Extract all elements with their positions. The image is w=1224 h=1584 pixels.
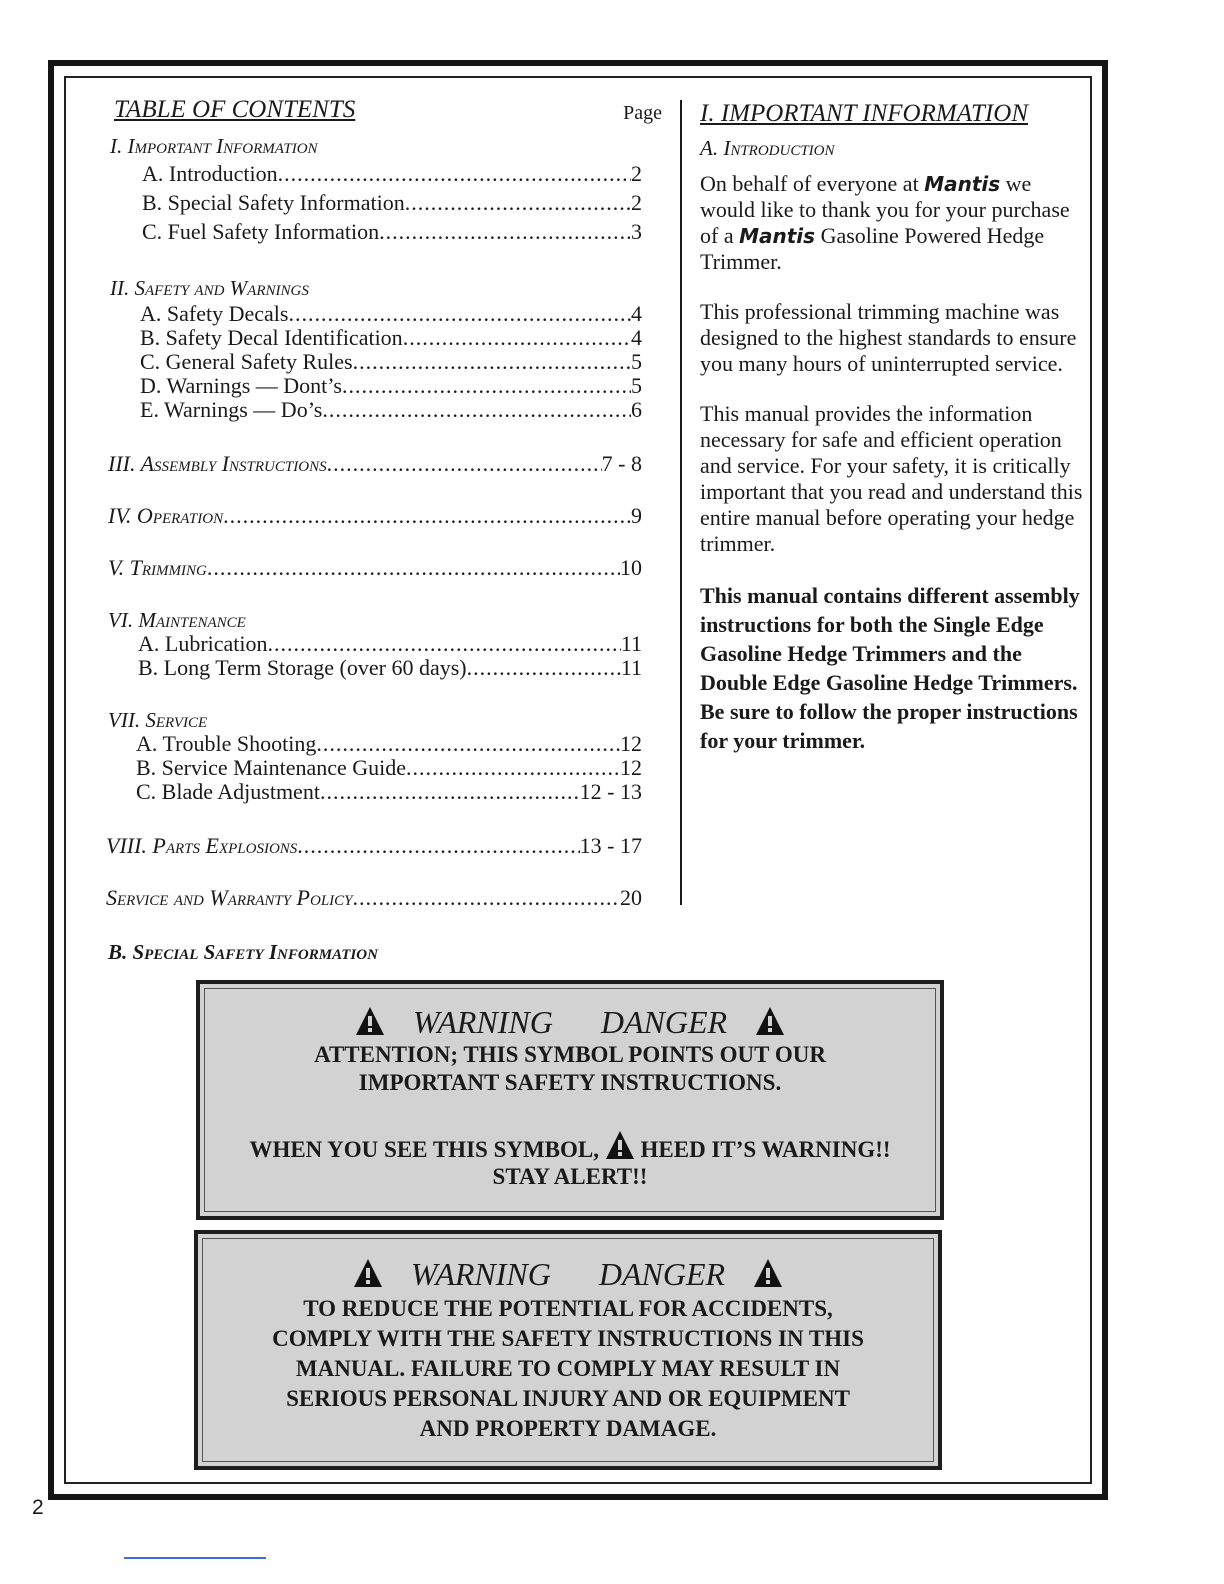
toc-entry[interactable]: B. Service Maintenance Guide ..... 12 [136,756,642,780]
warning-box-attention: WARNING DANGER ATTENTION; THIS SYMBOL POINTS OUT OUR IMPORTANT SAFETY INSTRUCTIONS. WHEN YOU SEE THIS SYMBOL, HEED IT’S WARNING!! STAY ALERT!! [196,980,944,1220]
toc-entry[interactable]: B. Safety Decal Identification ..... 4 [140,326,642,350]
intro-paragraph: This professional trimming machine was designed to the highest standards to ensure you many hours of uninterrupted service. [700,299,1077,376]
toc-entry[interactable]: C. Blade Adjustment ..... 12 - 13 [136,780,642,804]
toc-entry[interactable]: B. Special Safety Information ..... 2 [142,191,642,215]
toc-entry[interactable]: IV. Operation ..... 9 [108,504,642,528]
toc-entry[interactable]: C. Fuel Safety Information ..... 3 [142,220,642,244]
warning-header: WARNING DANGER [198,1256,938,1293]
toc-entry[interactable]: E. Warnings — Do’s ..... 6 [140,398,642,422]
toc-entry[interactable]: A. Safety Decals ..... 4 [140,302,642,326]
column-divider [680,100,682,905]
warning-triangle-icon [755,1006,785,1036]
toc-entry[interactable]: A. Trouble Shooting ..... 12 [136,732,642,756]
toc-section-heading: VI. Maintenance [108,608,246,632]
toc-entry[interactable]: C. General Safety Rules ..... 5 [140,350,642,374]
warning-box-accidents: WARNING DANGER TO REDUCE THE POTENTIAL FOR ACCIDENTS, COMPLY WITH THE SAFETY INSTRUCTIONS IN THIS MANUAL. FAILURE TO COMPLY MAY RESULT IN SERIOUS PERSONAL INJURY AND OR EQUIPMENT AND PROPERTY DAMAGE. [194,1230,942,1470]
important-information [700,100,1090,755]
toc-entry[interactable]: A. Introduction ..... 2 [142,162,642,186]
warning-triangle-icon [753,1258,783,1288]
brand-name: Mantis [739,224,816,248]
warning-triangle-icon [605,1130,635,1160]
intro-paragraph: On behalf of everyone at Mantis we would like to thank you for your purchase of a Mantis Gasoline Powered Hedge Trimmer. [700,171,1070,274]
page-number: 2 [32,1496,44,1519]
toc-entry[interactable]: V. Trimming ..... 10 [108,556,642,580]
warning-header: WARNING DANGER [200,1004,940,1041]
brand-name: Mantis [924,172,1001,196]
warning-triangle-icon [353,1258,383,1288]
special-safety-heading: B. Special Safety Information [108,940,378,964]
assembly-note: Be sure to follow the proper instructions for your trimmer. [700,699,1078,753]
toc-entry[interactable]: III. Assembly Instructions ..... 7 - 8 [108,452,642,476]
toc-title: TABLE OF CONTENTS [114,96,356,123]
footer-rule [124,1557,266,1559]
section-title: I. IMPORTANT INFORMATION [700,100,1028,127]
assembly-note: This manual contains different assembly instructions for both the Single Edge Gasoline Hedge Trimmers and the Double Edge Gasoline Hedge Trimmers. [700,583,1080,695]
toc-entry[interactable]: A. Lubrication ..... 11 [138,632,642,656]
toc-section-heading: II. Safety and Warnings [110,276,309,300]
toc-section-heading: VII. Service [108,708,208,732]
subsection-title: A. Introduction [700,136,835,160]
intro-paragraph: This manual provides the information necessary for safe and efficient operation and service. For your safety, it is critically important that you read and understand this entire manual before operating your hedge trimmer. [700,401,1083,556]
toc-entry[interactable]: D. Warnings — Dont’s ..... 5 [140,374,642,398]
toc-entry[interactable]: Service and Warranty Policy ..... 20 [106,886,642,910]
toc-section-heading: I. Important Information [110,134,318,158]
toc-page-label: Page [623,102,662,124]
toc-entry[interactable]: VIII. Parts Explosions ..... 13 - 17 [106,834,642,858]
warning-triangle-icon [355,1006,385,1036]
toc-entry[interactable]: B. Long Term Storage (over 60 days) ..... 11 [138,656,642,680]
